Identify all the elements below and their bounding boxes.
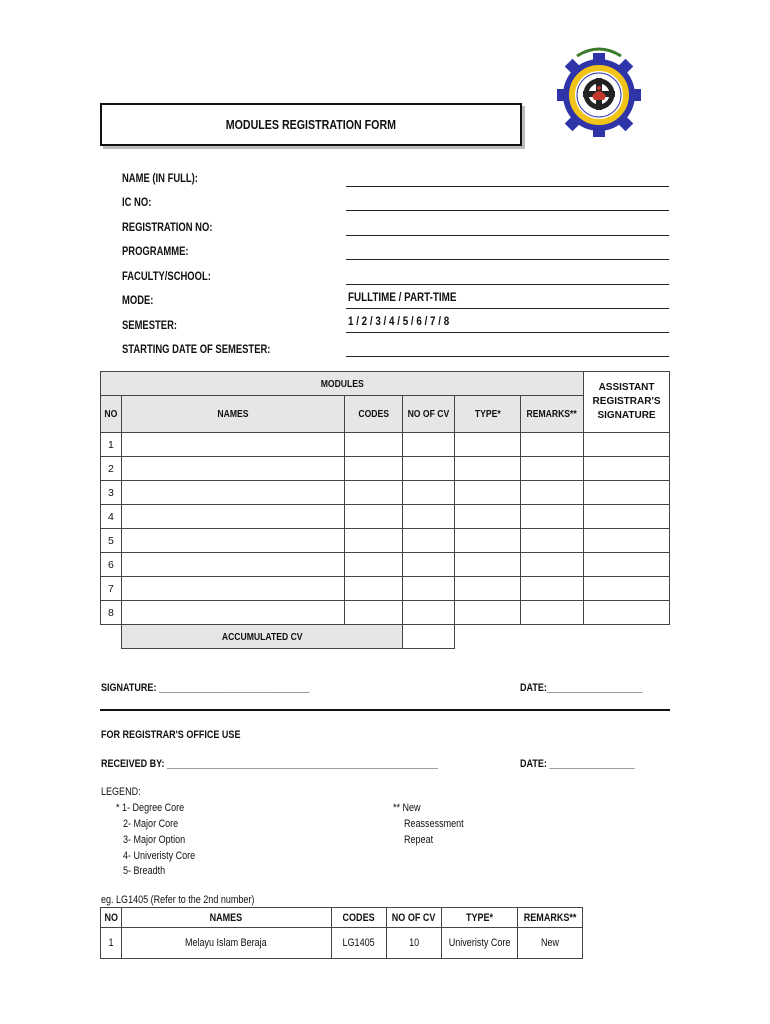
row-no: 2 bbox=[101, 457, 122, 481]
row-no: 3 bbox=[101, 481, 122, 505]
student-signature[interactable]: SIGNATURE: ______________________________ bbox=[101, 682, 310, 694]
row-no: 5 bbox=[101, 529, 122, 553]
registration-no-field[interactable] bbox=[346, 235, 669, 236]
received-by-field[interactable]: RECEIVED BY: ______________________________________________________ bbox=[101, 758, 438, 770]
legend-remark-2: Reassessment bbox=[404, 818, 464, 830]
col-no: NO bbox=[101, 396, 122, 433]
col-no-of-cv: NO OF CV bbox=[402, 396, 454, 433]
row-no: 8 bbox=[101, 601, 122, 625]
table-row[interactable] bbox=[101, 433, 670, 457]
example-header-row: NO NAMES CODES NO OF CV TYPE* REMARKS** bbox=[101, 908, 583, 928]
faculty-label: FACULTY/SCHOOL: bbox=[122, 271, 211, 283]
section-divider bbox=[100, 709, 670, 711]
registrar-date-field[interactable]: DATE: _________________ bbox=[520, 758, 635, 770]
row-no: 4 bbox=[101, 505, 122, 529]
legend-type-3: 3- Major Option bbox=[123, 834, 186, 846]
faculty-field[interactable] bbox=[346, 284, 669, 285]
col-remarks: REMARKS** bbox=[521, 396, 584, 433]
registration-no-label: REGISTRATION NO: bbox=[122, 222, 213, 234]
example-caption: eg. LG1405 (Refer to the 2nd number) bbox=[101, 894, 255, 906]
col-names: NAMES bbox=[121, 396, 344, 433]
table-row[interactable] bbox=[101, 481, 670, 505]
institution-logo bbox=[557, 36, 641, 154]
modules-table bbox=[100, 371, 670, 649]
programme-field[interactable] bbox=[346, 259, 669, 260]
semester-field bbox=[346, 332, 669, 333]
ic-no-label: IC NO: bbox=[122, 197, 152, 209]
col-codes: CODES bbox=[344, 396, 402, 433]
mode-field bbox=[346, 308, 669, 309]
name-field[interactable] bbox=[346, 186, 669, 187]
row-no: 6 bbox=[101, 553, 122, 577]
table-row[interactable] bbox=[101, 553, 670, 577]
legend-type-5: 5- Breadth bbox=[123, 865, 166, 877]
table-row[interactable] bbox=[101, 505, 670, 529]
legend-heading: LEGEND: bbox=[101, 786, 141, 798]
semester-label: SEMESTER: bbox=[122, 320, 178, 332]
legend-type-1: * 1- Degree Core bbox=[116, 802, 185, 814]
name-label: NAME (IN FULL): bbox=[122, 173, 198, 185]
accumulated-cv-label: ACCUMULATED CV bbox=[121, 625, 402, 649]
registrar-heading: FOR REGISTRAR'S OFFICE USE bbox=[101, 729, 241, 741]
mode-options[interactable]: FULLTIME / PART-TIME bbox=[348, 290, 457, 304]
accumulated-cv-value[interactable] bbox=[402, 625, 454, 649]
mode-label: MODE: bbox=[122, 295, 154, 307]
row-no: 1 bbox=[101, 433, 122, 457]
ic-no-field[interactable] bbox=[346, 210, 669, 211]
student-date[interactable]: DATE:___________________ bbox=[520, 682, 643, 694]
start-date-field[interactable] bbox=[346, 356, 669, 357]
example-table bbox=[100, 907, 583, 959]
legend-type-4: 4- Univeristy Core bbox=[123, 850, 196, 862]
table-row[interactable] bbox=[101, 529, 670, 553]
col-type: TYPE* bbox=[454, 396, 521, 433]
modules-group-header: MODULES bbox=[101, 372, 584, 396]
table-row[interactable] bbox=[101, 601, 670, 625]
row-no: 7 bbox=[101, 577, 122, 601]
semester-options[interactable]: 1 / 2 / 3 / 4 / 5 / 6 / 7 / 8 bbox=[348, 314, 450, 328]
programme-label: PROGRAMME: bbox=[122, 246, 189, 258]
form-title: MODULES REGISTRATION FORM bbox=[225, 117, 397, 132]
legend-remark-3: Repeat bbox=[404, 834, 434, 846]
assistant-registrar-signature-header: ASSISTANT REGISTRAR'S SIGNATURE bbox=[584, 372, 670, 433]
legend-type-2: 2- Major Core bbox=[123, 818, 179, 830]
legend-remark-1: ** New bbox=[393, 802, 421, 814]
form-title-box bbox=[100, 103, 522, 146]
table-row[interactable] bbox=[101, 457, 670, 481]
table-row[interactable] bbox=[101, 577, 670, 601]
start-date-label: STARTING DATE OF SEMESTER: bbox=[122, 344, 271, 356]
example-row: 1 Melayu Islam Beraja LG1405 10 Univeristy Core New bbox=[101, 928, 583, 959]
